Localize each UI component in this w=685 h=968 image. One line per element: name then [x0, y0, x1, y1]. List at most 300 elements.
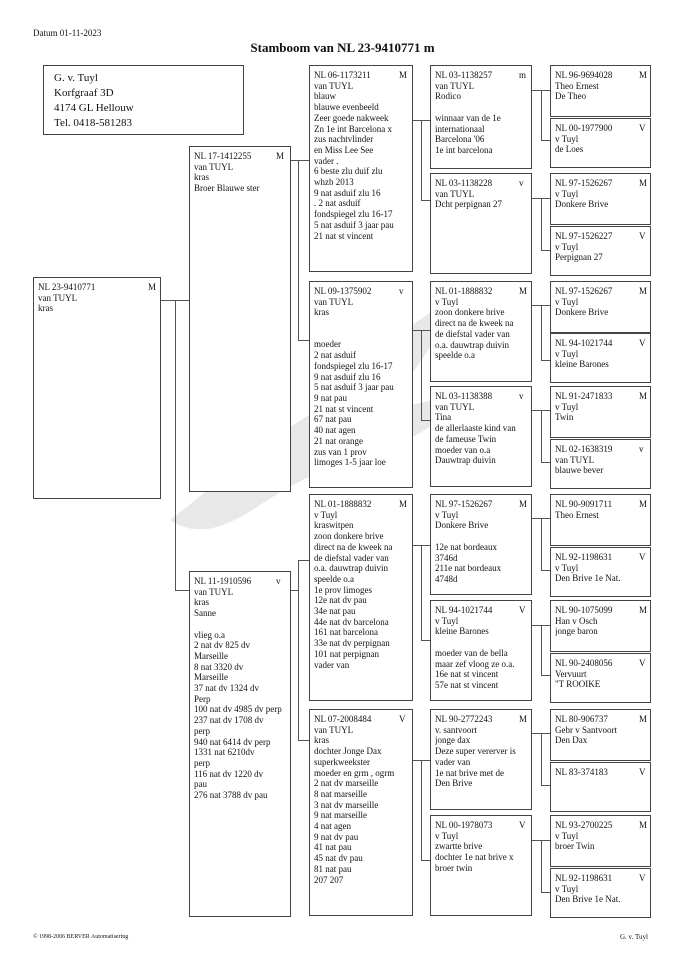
- pedigree-line: De Theo: [555, 91, 587, 102]
- pedigree-line: perp: [194, 725, 210, 736]
- pedigree-line: [435, 637, 529, 648]
- pedigree-line: Sanne: [194, 608, 216, 619]
- pedigree-line: blauw: [314, 91, 336, 102]
- ring-number: NL 09-1375902: [314, 286, 372, 296]
- pedigree-line: 3746d: [435, 552, 458, 563]
- pedigree-line: [435, 102, 529, 113]
- pedigree-line: van TUYL: [194, 161, 234, 172]
- pedigree-line: 9 nat asduif zlu 16: [314, 371, 381, 382]
- pigeon-mmf: [430, 709, 532, 810]
- pedigree-line: Zeer goede nakweek: [314, 112, 389, 123]
- pedigree-line: 5 nat asduif 3 jaar pau: [314, 219, 394, 230]
- pigeon-mfm: [430, 600, 532, 701]
- pigeon-gen4-16: [550, 868, 651, 918]
- ring-number: NL 97-1526267: [555, 178, 613, 188]
- connector-line: [421, 420, 430, 421]
- connector-line: [421, 760, 430, 761]
- ring-number: NL 97-1526267: [555, 286, 613, 296]
- pedigree-line: 8 nat 3320 dv: [194, 661, 244, 672]
- pedigree-line: internationaal: [435, 123, 485, 134]
- connector-line: [421, 330, 430, 331]
- sex-marker: v: [639, 444, 644, 454]
- pedigree-line: v. santvoort: [435, 724, 477, 735]
- pedigree-line: Han v Osch: [555, 615, 598, 626]
- connector-line: [532, 518, 541, 519]
- connector-line: [541, 518, 550, 519]
- pedigree-line: 940 nat 6414 dv perp: [194, 736, 271, 747]
- connector-line: [532, 733, 541, 734]
- pedigree-line: 34e nat pau: [314, 606, 356, 617]
- pedigree-line: Zn 1e int Barcelona x: [314, 123, 392, 134]
- connector-line: [421, 330, 422, 420]
- pigeon-fff: [430, 65, 532, 169]
- sex-marker: V: [639, 767, 646, 777]
- connector-line: [421, 860, 430, 861]
- ring-number: NL 90-9091711: [555, 499, 613, 509]
- sex-marker: M: [639, 714, 648, 724]
- pedigree-line: 276 nat 3788 dv pau: [194, 790, 268, 801]
- ring-number: NL 97-1526267: [435, 499, 493, 509]
- pedigree-line: Vervuurt: [555, 668, 587, 679]
- pigeon-gen4-14: [550, 762, 651, 812]
- ring-number: NL 90-2408056: [555, 658, 613, 668]
- pedigree-line: speelde o.a: [435, 350, 475, 361]
- sex-marker: V: [639, 231, 646, 241]
- ring-number: NL 03-1138228: [435, 178, 493, 188]
- pedigree-line: moeder: [314, 339, 341, 350]
- pedigree-line: van TUYL: [314, 80, 354, 91]
- pedigree-line: Dauwtrap duivin: [435, 455, 496, 466]
- connector-line: [298, 740, 309, 741]
- pedigree-line: v Tuyl: [555, 830, 579, 841]
- pedigree-line: de fameuse Twin: [435, 433, 497, 444]
- connector-line: [541, 625, 550, 626]
- ring-number: NL 90-1075099: [555, 605, 613, 615]
- connector-line: [175, 590, 189, 591]
- pedigree-line: winnaar van de 1e: [435, 112, 501, 123]
- connector-line: [413, 760, 421, 761]
- owner-box: [43, 65, 244, 135]
- pedigree-line: maar zef vloog ze o.a.: [435, 658, 515, 669]
- pedigree-line: Deze super vererver is: [435, 746, 516, 757]
- connector-line: [175, 300, 176, 590]
- pedigree-line: perp: [194, 757, 210, 768]
- ring-number: NL 80-906737: [555, 714, 608, 724]
- ring-number: NL 17-1412255: [194, 151, 252, 161]
- connector-line: [541, 250, 550, 251]
- pedigree-line: direct na de kweek na: [435, 318, 514, 329]
- pedigree-line: Den Brive: [435, 778, 473, 789]
- pedigree-line: 4748d: [435, 573, 458, 584]
- connector-line: [291, 160, 298, 161]
- connector-line: [541, 305, 542, 360]
- pedigree-line: fondspiegel zlu 16-17: [314, 209, 393, 220]
- pedigree-line: broer Twin: [555, 841, 595, 852]
- sex-marker: M: [639, 391, 648, 401]
- pigeon-gen4-12: [550, 653, 651, 703]
- pedigree-line: [314, 318, 410, 329]
- pedigree-line: moeder van o.a: [435, 444, 491, 455]
- pedigree-line: kraswitpen: [314, 520, 354, 531]
- connector-line: [532, 840, 541, 841]
- pedigree-line: v Tuyl: [435, 296, 459, 307]
- pedigree-line: v Tuyl: [435, 509, 459, 520]
- pedigree-line: van TUYL: [555, 454, 595, 465]
- connector-line: [541, 140, 550, 141]
- ring-number: NL 00-1978073: [435, 820, 493, 830]
- owner-phone: Tel. 0418-581283: [54, 117, 133, 129]
- pedigree-line: 207 207: [314, 874, 344, 885]
- pedigree-line: moeder en grm , ogrm: [314, 767, 395, 778]
- pedigree-line: "T ROOIKE: [555, 679, 601, 690]
- footer-copyright: © 1998-2006 BERVER Automatisering: [33, 934, 129, 940]
- footer-owner: G. v. Tuyl: [620, 933, 648, 941]
- pedigree-line: van TUYL: [194, 586, 234, 597]
- pedigree-line: v Tuyl: [435, 830, 459, 841]
- connector-line: [541, 785, 550, 786]
- connector-line: [541, 198, 550, 199]
- sex-marker: M: [639, 70, 648, 80]
- pedigree-line: vader van: [435, 756, 471, 767]
- pedigree-line: de allerlaaste kind van: [435, 423, 516, 434]
- pigeon-gen4-11: [550, 600, 651, 652]
- pedigree-line: Donkere Brive: [555, 199, 609, 210]
- ring-number: NL 92-1198631: [555, 873, 613, 883]
- connector-line: [541, 90, 550, 91]
- connector-line: [421, 200, 430, 201]
- pedigree-line: Den Brive 1e Nat.: [555, 573, 621, 584]
- pigeon-gen4-7: [550, 386, 651, 438]
- pedigree-line: de diefstal vader van: [435, 328, 510, 339]
- pedigree-line: van TUYL: [314, 724, 354, 735]
- sex-marker: M: [519, 714, 528, 724]
- ring-number: NL 01-1888832: [435, 286, 493, 296]
- pedigree-line: 161 nat barcelona: [314, 627, 378, 638]
- ring-number: NL 94-1021744: [435, 605, 493, 615]
- ring-number: NL 07-2008484: [314, 714, 372, 724]
- pedigree-line: pau: [194, 779, 207, 790]
- pedigree-line: zus van 1 prov: [314, 446, 367, 457]
- pedigree-line: 5 nat asduif 3 jaar pau: [314, 382, 394, 393]
- pigeon-mmm: [430, 815, 532, 916]
- ring-number: NL 03-1138388: [435, 391, 493, 401]
- sex-marker: V: [639, 338, 646, 348]
- ring-number: NL 00-1977900: [555, 123, 613, 133]
- pedigree-line: 67 nat pau: [314, 414, 352, 425]
- pedigree-line: v Tuyl: [555, 188, 579, 199]
- pedigree-line: Dcht perpignan 27: [435, 199, 502, 210]
- pedigree-line: Perpignan 27: [555, 252, 603, 263]
- sex-marker: M: [519, 286, 528, 296]
- connector-line: [298, 160, 299, 340]
- pedigree-line: Marseille: [194, 672, 228, 683]
- ring-number: NL 06-1173211: [314, 70, 371, 80]
- pigeon-gen4-10: [550, 547, 651, 597]
- connector-line: [541, 625, 542, 675]
- pedigree-line: Den Dax: [555, 735, 588, 746]
- pedigree-line: 9 nat pau: [314, 393, 347, 403]
- connector-line: [298, 340, 309, 341]
- connector-line: [175, 300, 189, 301]
- ring-number: NL 83-374183: [555, 767, 608, 777]
- pedigree-line: 3 nat dv marseille: [314, 799, 379, 810]
- pigeon-mother: [189, 571, 291, 917]
- connector-line: [541, 90, 542, 140]
- pedigree-line: 12e nat dv pau: [314, 595, 367, 606]
- connector-line: [541, 518, 542, 570]
- pedigree-line: whzb 2013: [314, 177, 354, 188]
- pigeon-ff: [309, 65, 413, 272]
- pedigree-line: zoon donkere brive: [435, 307, 505, 318]
- connector-line: [421, 545, 422, 640]
- connector-line: [541, 892, 550, 893]
- connector-line: [298, 160, 309, 161]
- connector-line: [291, 590, 298, 591]
- sex-marker: M: [276, 151, 285, 161]
- pedigree-line: [314, 329, 410, 340]
- sex-marker: M: [639, 499, 648, 509]
- ring-number: NL 01-1888832: [314, 499, 372, 509]
- sex-marker: v: [519, 178, 524, 188]
- pedigree-line: kleine Barones: [555, 359, 609, 370]
- sex-marker: V: [639, 123, 646, 133]
- sex-marker: m: [519, 70, 527, 80]
- pedigree-line: 9 nat dv pau: [314, 831, 359, 842]
- pedigree-line: kras: [194, 172, 209, 183]
- pedigree-line: v Tuyl: [555, 883, 579, 894]
- pedigree-line: vader van: [314, 659, 350, 670]
- pedigree-line: van TUYL: [435, 80, 475, 91]
- connector-line: [532, 90, 541, 91]
- pedigree-line: zoon donkere brive: [314, 531, 384, 542]
- connector-line: [541, 305, 550, 306]
- pedigree-line: dochter 1e nat brive x: [435, 852, 514, 863]
- pedigree-line: 8 nat marseille: [314, 788, 367, 799]
- pedigree-line: 1e nat brive met de: [435, 767, 504, 778]
- sex-marker: M: [399, 70, 408, 80]
- pedigree-line: v Tuyl: [555, 348, 579, 359]
- pigeon-mff: [430, 494, 532, 595]
- pigeon-gen4-3: [550, 173, 651, 225]
- ring-number: NL 96-9694028: [555, 70, 613, 80]
- pedigree-line: superkweekster: [314, 756, 370, 767]
- pigeon-gen4-9: [550, 494, 651, 546]
- sex-marker: V: [639, 658, 646, 668]
- connector-line: [421, 120, 422, 200]
- pedigree-line: . 2 nat asduif: [314, 198, 361, 209]
- sex-marker: M: [639, 178, 648, 188]
- connector-line: [541, 410, 542, 462]
- connector-line: [541, 675, 550, 676]
- pigeon-ffm: [430, 173, 532, 274]
- ring-number: NL 92-1198631: [555, 552, 613, 562]
- pigeon-gen4-5: [550, 281, 651, 333]
- pedigree-line: Perp: [194, 693, 211, 704]
- connector-line: [298, 560, 309, 561]
- pedigree-line: 1e prov limoges: [314, 584, 372, 595]
- sex-marker: M: [399, 499, 408, 509]
- sex-marker: V: [399, 714, 406, 724]
- pedigree-line: 33e nat dv perpignan: [314, 638, 390, 649]
- owner-name: G. v. Tuyl: [54, 72, 98, 84]
- pedigree-line: jonge dax: [435, 735, 471, 746]
- connector-line: [532, 410, 541, 411]
- connector-line: [532, 625, 541, 626]
- pigeon-gen4-15: [550, 815, 651, 867]
- pedigree-line: kras: [194, 597, 209, 608]
- pedigree-line: de diefstal vader van: [314, 552, 389, 563]
- pedigree-line: 101 nat perpignan: [314, 648, 379, 659]
- pedigree-line: broer twin: [435, 862, 473, 873]
- pigeon-gen4-8: [550, 439, 651, 489]
- pedigree-line: 21 nat orange: [314, 435, 363, 446]
- pedigree-line: direct na de kweek na: [314, 541, 393, 552]
- pedigree-line: 6 beste zlu duif zlu: [314, 166, 383, 177]
- pedigree-line: zwartte brive: [435, 841, 483, 852]
- pedigree-line: 237 nat dv 1708 dv: [194, 715, 264, 726]
- owner-street: Korfgraaf 3D: [54, 87, 114, 99]
- connector-line: [541, 570, 550, 571]
- pedigree-line: 40 nat agen: [314, 425, 356, 436]
- ring-number: NL 03-1138257: [435, 70, 493, 80]
- pedigree-line: jonge baron: [555, 626, 598, 637]
- pedigree-line: [194, 619, 288, 630]
- pigeon-fm: [309, 281, 413, 488]
- pedigree-line: Barcelona '06: [435, 134, 485, 145]
- ring-number: NL 93-2700225: [555, 820, 613, 830]
- connector-line: [421, 120, 430, 121]
- connector-line: [421, 640, 430, 641]
- pedigree-line: v Tuyl: [314, 509, 338, 520]
- pedigree-line: Gebr v Santvoort: [555, 724, 617, 735]
- pedigree-line: vlieg o.a: [194, 629, 225, 640]
- pedigree-line: 12e nat bordeaux: [435, 541, 497, 552]
- sex-marker: V: [639, 552, 646, 562]
- pedigree-line: kras: [314, 735, 329, 746]
- pedigree-line: 1e int barcelona: [435, 144, 493, 155]
- pedigree-line: Marseille: [194, 650, 228, 661]
- pedigree-line: Donkere Brive: [555, 307, 609, 318]
- pedigree-line: Donkere Brive: [435, 520, 489, 531]
- sex-marker: M: [639, 820, 648, 830]
- pedigree-line: Twin: [555, 412, 574, 423]
- pedigree-line: fondspiegel zlu 16-17: [314, 360, 393, 371]
- connector-line: [532, 305, 541, 306]
- ring-number: NL 97-1526227: [555, 231, 613, 241]
- connector-line: [413, 120, 421, 121]
- ring-number: NL 91-2471833: [555, 391, 613, 401]
- pigeon-gen4-1: [550, 65, 651, 117]
- pedigree-line: kras: [314, 307, 329, 318]
- sex-marker: M: [639, 286, 648, 296]
- connector-line: [421, 545, 430, 546]
- connector-line: [541, 840, 542, 892]
- pedigree-line: 211e nat bordeaux: [435, 563, 502, 574]
- pedigree-line: 41 nat pau: [314, 842, 352, 853]
- pigeon-subject: [33, 277, 161, 499]
- connector-line: [541, 410, 550, 411]
- pedigree-line: v Tuyl: [555, 241, 579, 252]
- pedigree-line: blauwe bever: [555, 465, 604, 476]
- ring-number: NL 11-1910596: [194, 576, 252, 586]
- pedigree-line: v Tuyl: [435, 615, 459, 626]
- pedigree-line: dochter Jonge Dax: [314, 746, 382, 757]
- ring-number: NL 90-2772243: [435, 714, 493, 724]
- pigeon-fmf: [430, 281, 532, 382]
- pigeon-gen4-4: [550, 226, 651, 276]
- sex-marker: V: [519, 820, 526, 830]
- pedigree-line: Tina: [435, 412, 452, 423]
- pigeon-fmm: [430, 386, 532, 487]
- pedigree-line: 44e nat dv barcelona: [314, 616, 389, 627]
- pedigree-line: Theo Ernest: [555, 80, 599, 91]
- connector-line: [532, 198, 541, 199]
- pedigree-line: van TUYL: [435, 401, 475, 412]
- pedigree-line: 116 nat dv 1220 dv: [194, 768, 264, 779]
- pedigree-line: v Tuyl: [555, 401, 579, 412]
- ring-number: NL 02-1638319: [555, 444, 613, 454]
- page-title: Stamboom van NL 23-9410771 m: [250, 40, 435, 55]
- connector-line: [541, 733, 542, 785]
- sex-marker: M: [639, 605, 648, 615]
- pedigree-line: v Tuyl: [555, 562, 579, 573]
- sex-marker: V: [519, 605, 526, 615]
- pigeon-mm: [309, 709, 413, 916]
- sex-marker: v: [399, 286, 404, 296]
- pedigree-line: 45 nat dv pau: [314, 853, 363, 864]
- pedigree-line: o.a. dauwtrap duivin: [314, 563, 388, 574]
- pedigree-line: 21 nat st vincent: [314, 230, 374, 241]
- pedigree-line: kras: [38, 303, 53, 314]
- pedigree-line: 1331 nat 6210dv: [194, 747, 255, 758]
- pedigree-line: speelde o.a: [314, 573, 354, 584]
- owner-city: 4174 GL Hellouw: [54, 102, 134, 114]
- ring-number: NL 23-9410771: [38, 282, 96, 292]
- sex-marker: v: [276, 576, 281, 586]
- connector-line: [541, 733, 550, 734]
- pedigree-line: 2 nat dv marseille: [314, 778, 379, 789]
- pedigree-line: vader .: [314, 155, 339, 166]
- pedigree-line: 9 nat asduif zlu 16: [314, 187, 381, 198]
- ring-number: NL 94-1021744: [555, 338, 613, 348]
- pedigree-line: 16e nat st vincent: [435, 669, 499, 680]
- sex-marker: M: [148, 282, 157, 292]
- pigeon-gen4-2: [550, 118, 651, 168]
- pedigree-line: 37 nat dv 1324 dv: [194, 683, 259, 694]
- pedigree-line: van TUYL: [314, 296, 354, 307]
- pedigree-line: Rodico: [435, 91, 461, 102]
- connector-line: [413, 545, 421, 546]
- pedigree-line: 100 nat dv 4985 dv perp: [194, 704, 282, 715]
- connector-line: [541, 198, 542, 250]
- pedigree-line: 2 nat asduif: [314, 350, 356, 361]
- connector-line: [421, 760, 422, 860]
- pedigree-line: Den Brive 1e Nat.: [555, 894, 621, 905]
- pedigree-line: o.a. dauwtrap duivin: [435, 339, 509, 350]
- sex-marker: M: [519, 499, 528, 509]
- print-date: Datum 01-11-2023: [33, 28, 102, 38]
- connector-line: [161, 300, 175, 301]
- connector-line: [541, 840, 550, 841]
- pedigree-line: 2 nat dv 825 dv: [194, 640, 250, 651]
- pedigree-line: 9 nat marseille: [314, 810, 367, 821]
- pedigree-line: 57e nat st vincent: [435, 679, 499, 690]
- pedigree-line: zus nachtvlinder: [314, 134, 374, 145]
- pedigree-line: blauwe evenbeeld: [314, 102, 379, 113]
- pedigree-line: kleine Barones: [435, 626, 489, 637]
- pedigree-line: Broer Blauwe ster: [194, 183, 260, 194]
- pedigree-line: van TUYL: [38, 292, 78, 303]
